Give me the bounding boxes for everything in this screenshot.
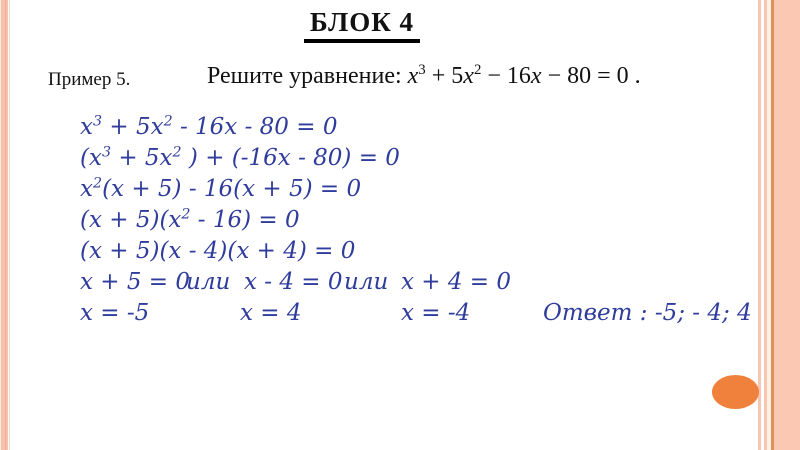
solution-row — [80, 298, 770, 329]
solution-term: или — [344, 269, 389, 295]
solution-work — [80, 112, 770, 329]
math-segment: x — [80, 114, 93, 140]
math-segment: 2 — [473, 62, 482, 78]
math-segment: - 16) = 0 — [190, 207, 300, 233]
math-segment: 2 — [163, 113, 173, 130]
math-segment: (x — [80, 145, 102, 171]
statement-prompt: Решите уравнение: — [207, 63, 402, 89]
math-segment: 2 — [92, 175, 103, 192]
math-segment: + 5x — [111, 145, 173, 171]
math-segment: 3 — [92, 113, 103, 130]
math-segment: + 5x — [102, 114, 164, 140]
math-segment: 2 — [172, 144, 182, 161]
solution-term: x + 4 = 0 — [401, 269, 512, 295]
solution-term: или — [186, 269, 231, 295]
math-segment: 3 — [418, 62, 426, 78]
solution-term: Ответ : -5; - 4; 4 — [543, 300, 752, 326]
solution-term: x = 4 — [240, 300, 302, 326]
math-segment: − 80 = 0 . — [541, 63, 641, 89]
math-segment: x — [463, 63, 474, 89]
solution-row — [80, 267, 770, 298]
solution-row — [80, 205, 770, 236]
problem-statement — [207, 62, 641, 90]
math-segment: − 16 — [481, 63, 531, 89]
math-segment: x — [407, 63, 419, 89]
solution-term: x = -4 — [401, 300, 471, 326]
solution-term: x - 4 = 0 — [244, 269, 343, 295]
solution-term: x = -5 — [80, 300, 150, 326]
orange-ellipse-decoration — [712, 375, 759, 409]
math-segment: 3 — [101, 144, 112, 161]
solution-row — [80, 236, 770, 267]
math-segment: + 5 — [425, 63, 464, 89]
title-area — [0, 7, 724, 43]
math-segment: 2 — [181, 206, 191, 223]
solution-row — [80, 174, 770, 205]
math-segment: x — [80, 176, 93, 202]
solution-row — [80, 112, 770, 143]
statement-equation — [402, 63, 641, 89]
math-segment: x — [530, 63, 542, 89]
math-segment: (x + 5)(x - 4)(x + 4) = 0 — [80, 238, 356, 264]
math-segment: (x + 5)(x — [80, 207, 182, 233]
math-segment: ) + (-16x - 80) = 0 — [181, 145, 400, 171]
left-border-stripe — [0, 0, 11, 450]
math-segment: (x + 5) - 16(x + 5) = 0 — [102, 176, 362, 202]
solution-term: x + 5 = 0 — [80, 269, 191, 295]
solution-row — [80, 143, 770, 174]
slide-title: БЛОК 4 — [304, 7, 420, 43]
example-label: Пример 5. — [48, 69, 131, 90]
math-segment: - 16x - 80 = 0 — [172, 114, 338, 140]
